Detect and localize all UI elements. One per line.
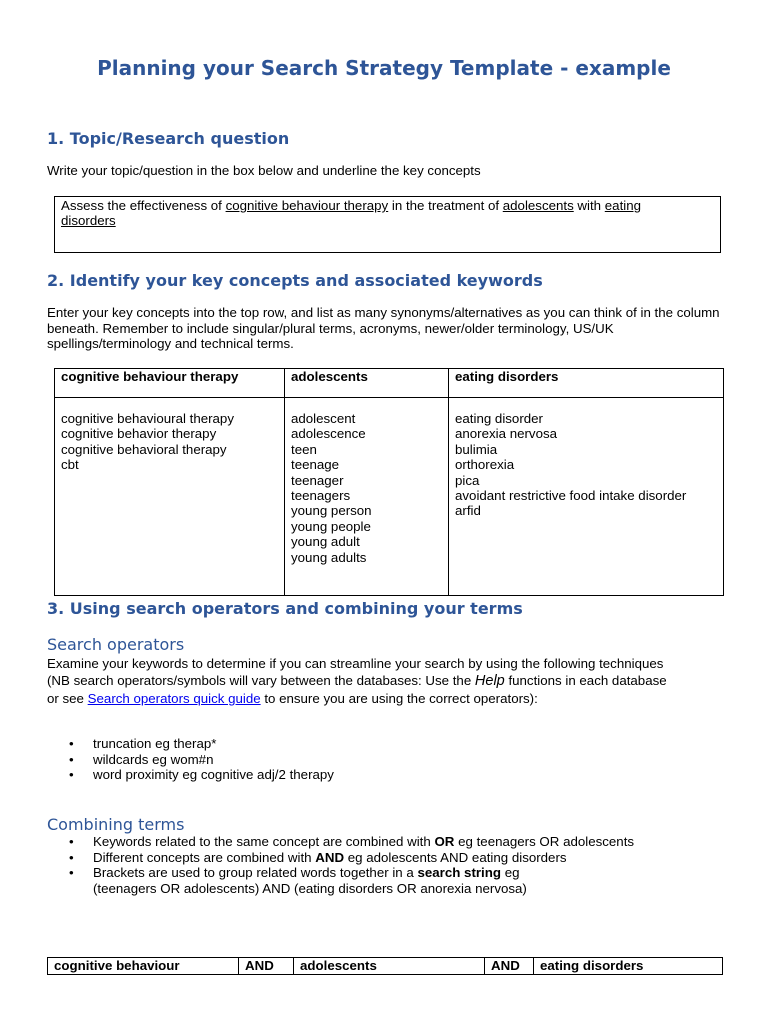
synonym-item: teen: [291, 441, 317, 457]
synonym-item: young adult: [291, 534, 360, 550]
section2-instruction: Enter your key concepts into the top row, and list as many synonyms/alternatives as you can think of in the column beneath. Remember to include singular/plural terms, acronyms, newer/older terminology, US/UK spellings/terminology and technical terms.: [47, 305, 720, 352]
list-item: • Different concepts are combined with AND eg adolescents AND eating disorders: [47, 850, 737, 866]
synonym-list: [455, 411, 717, 519]
synonym-item: young adults: [291, 549, 367, 565]
synonym-item: teenagers: [291, 488, 351, 504]
synonyms-row: [55, 398, 724, 596]
synonym-item: cbt: [61, 457, 79, 473]
list-item: • truncation eg therap*: [47, 736, 737, 752]
list-item: • wildcards eg wom#n: [47, 752, 737, 768]
synonym-cell: [449, 398, 724, 596]
combo-concept-cell: adolescents: [294, 958, 485, 975]
page-title: Planning your Search Strategy Template - example: [97, 56, 671, 80]
keywords-table: [54, 368, 724, 596]
synonym-item: arfid: [455, 503, 481, 519]
concept-header: adolescents: [285, 369, 449, 398]
concepts-row: [55, 369, 724, 398]
synonym-item: teenage: [291, 457, 340, 473]
section1-instruction: Write your topic/question in the box below and underline the key concepts: [47, 163, 481, 178]
key-concept-1: cognitive behaviour therapy: [225, 198, 389, 213]
synonym-item: pica: [455, 472, 480, 488]
synonym-item: young people: [291, 518, 371, 534]
synonym-item: orthorexia: [455, 457, 515, 473]
synonym-list: [291, 411, 442, 565]
combo-concept-cell: eating disorders: [534, 958, 723, 975]
research-question-box: [54, 196, 721, 253]
section2-heading: 2. Identify your key concepts and associated keywords: [47, 271, 543, 290]
combo-operator-cell: AND: [485, 958, 534, 975]
concept-header: cognitive behaviour therapy: [55, 369, 285, 398]
operators-list: [47, 736, 737, 783]
combining-terms-heading: Combining terms: [47, 815, 185, 834]
synonym-item: eating disorder: [455, 411, 543, 426]
concept-header: eating disorders: [449, 369, 724, 398]
search-operators-heading: Search operators: [47, 635, 185, 654]
synonym-item: bulimia: [455, 441, 498, 457]
research-question: Assess the effectiveness of cognitive behaviour therapy in the treatment of adolescents with eating disorders: [61, 198, 642, 229]
search-string-table: [47, 957, 723, 975]
combo-concept-cell: cognitive behaviour: [48, 958, 239, 975]
combining-list: [47, 834, 737, 896]
synonym-cell: [55, 398, 285, 596]
list-item: • word proximity eg cognitive adj/2 therapy: [47, 767, 737, 783]
section3-heading: 3. Using search operators and combining your terms: [47, 599, 523, 618]
synonym-item: avoidant restrictive food intake disorder: [455, 488, 687, 504]
list-item: • Brackets are used to group related words together in a search string eg (teenagers OR adolescents) AND (eating disorders OR anorexia nervosa): [47, 865, 737, 896]
list-item: • Keywords related to the same concept are combined with OR eg teenagers OR adolescents: [47, 834, 737, 850]
synonym-item: anorexia nervosa: [455, 426, 558, 442]
section1-heading: 1. Topic/Research question: [47, 129, 290, 148]
search-string-row: [48, 958, 723, 975]
synonym-item: teenager: [291, 472, 344, 488]
synonym-cell: [285, 398, 449, 596]
synonym-item: cognitive behavioural therapy: [61, 411, 234, 426]
combo-operator-cell: AND: [239, 958, 294, 975]
synonym-item: cognitive behavior therapy: [61, 426, 217, 442]
key-concept-2: adolescents: [502, 198, 574, 213]
synonym-item: adolescent: [291, 411, 356, 426]
synonym-item: cognitive behavioral therapy: [61, 441, 227, 457]
synonym-item: young person: [291, 503, 372, 519]
synonym-list: [61, 411, 278, 473]
synonym-item: adolescence: [291, 426, 366, 442]
search-operators-guide-link[interactable]: Search operators quick guide: [87, 691, 261, 706]
key-concept-3: eating: [604, 198, 642, 213]
search-operators-intro: Examine your keywords to determine if you can streamline your search by using the following techniques (NB search operators/symbols will vary between the databases: Use the Help functions in each database or see Search operators quick guide to ensure you are using the correct operators):: [47, 656, 667, 706]
